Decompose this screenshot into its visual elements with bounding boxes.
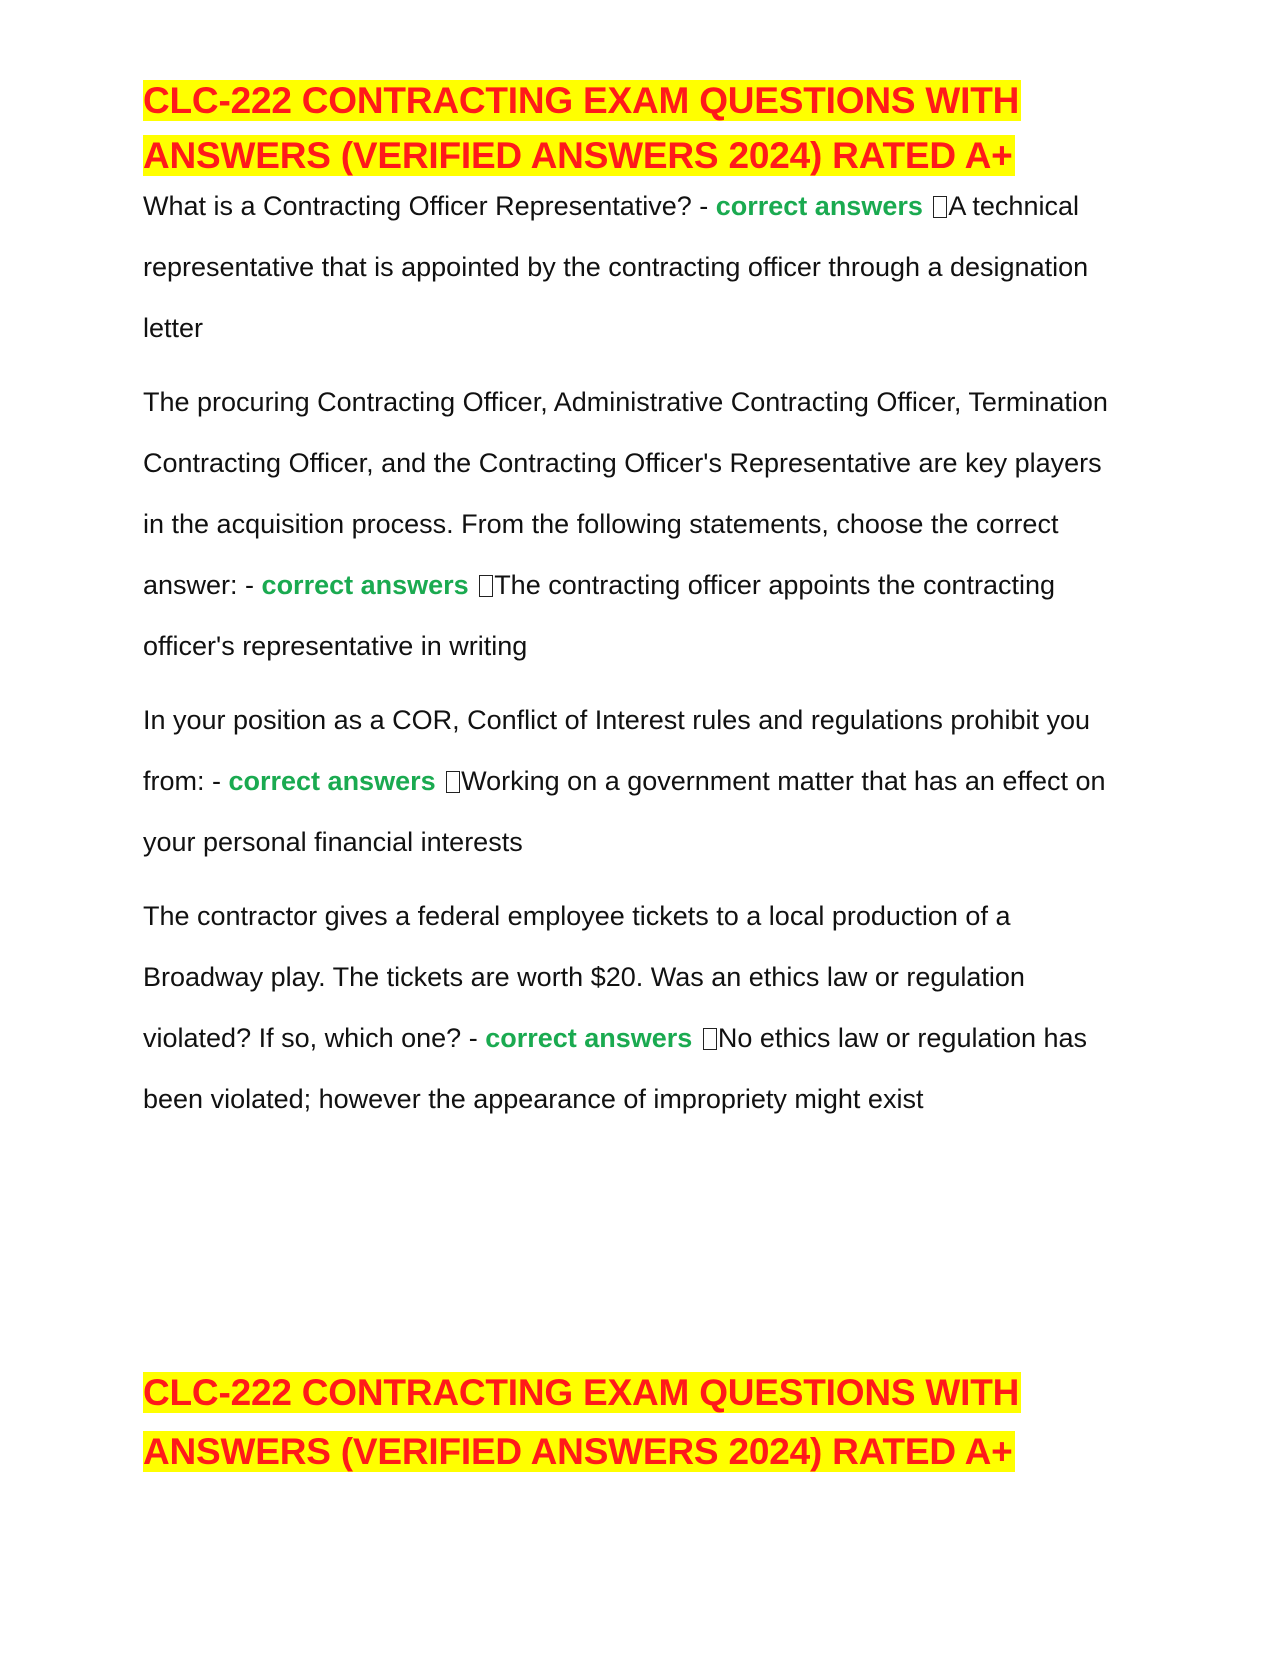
document-title-text: CLC-222 CONTRACTING EXAM QUESTIONS WITH ANSWERS (VERIFIED ANSWERS 2024) RATED A+ — [143, 80, 1020, 176]
answer-label: correct answers — [715, 191, 923, 221]
qa-item-3 — [143, 690, 1128, 873]
missing-glyph-box-icon — [479, 575, 493, 597]
qa-item-2 — [143, 372, 1128, 677]
footer-title-text: CLC-222 CONTRACTING EXAM QUESTIONS WITH ANSWERS (VERIFIED ANSWERS 2024) RATED A+ — [143, 1372, 1020, 1472]
missing-glyph-box-icon — [446, 771, 460, 793]
answer-label: correct answers — [228, 766, 436, 796]
answer-text: Working on a government matter that has an effect on your personal financial interests — [143, 766, 1106, 857]
document-title — [143, 74, 1133, 184]
missing-glyph-box-icon — [933, 196, 947, 218]
question-text: The procuring Contracting Officer, Administrative Contracting Officer, Termination Contracting Officer, and the Contracting Officer's Representative are key players in the acquisition process. From the following statements, choose the correct answer: - — [143, 387, 1108, 600]
footer-title — [143, 1366, 1133, 1484]
question-text: What is a Contracting Officer Representative? - — [143, 191, 716, 221]
answer-text: The contracting officer appoints the contracting officer's representative in writing — [143, 570, 1056, 661]
document-page — [143, 74, 1133, 1130]
answer-text: A technical representative that is appointed by the contracting officer through a designation letter — [143, 191, 1089, 343]
qa-item-4 — [143, 886, 1128, 1130]
answer-label: correct answers — [261, 570, 469, 600]
footer-title-heading — [143, 1366, 1133, 1484]
qa-item-1 — [143, 176, 1128, 359]
question-text: The contractor gives a federal employee tickets to a local production of a Broadway play. The tickets are worth $20. Was an ethics law or regulation violated? If so, which one? - — [143, 901, 1025, 1053]
answer-label: correct answers — [485, 1023, 693, 1053]
question-text: In your position as a COR, Conflict of Interest rules and regulations prohibit you from: - — [143, 705, 1090, 796]
answer-text: No ethics law or regulation has been violated; however the appearance of impropriety might exist — [143, 1023, 1088, 1114]
missing-glyph-box-icon — [703, 1028, 717, 1050]
